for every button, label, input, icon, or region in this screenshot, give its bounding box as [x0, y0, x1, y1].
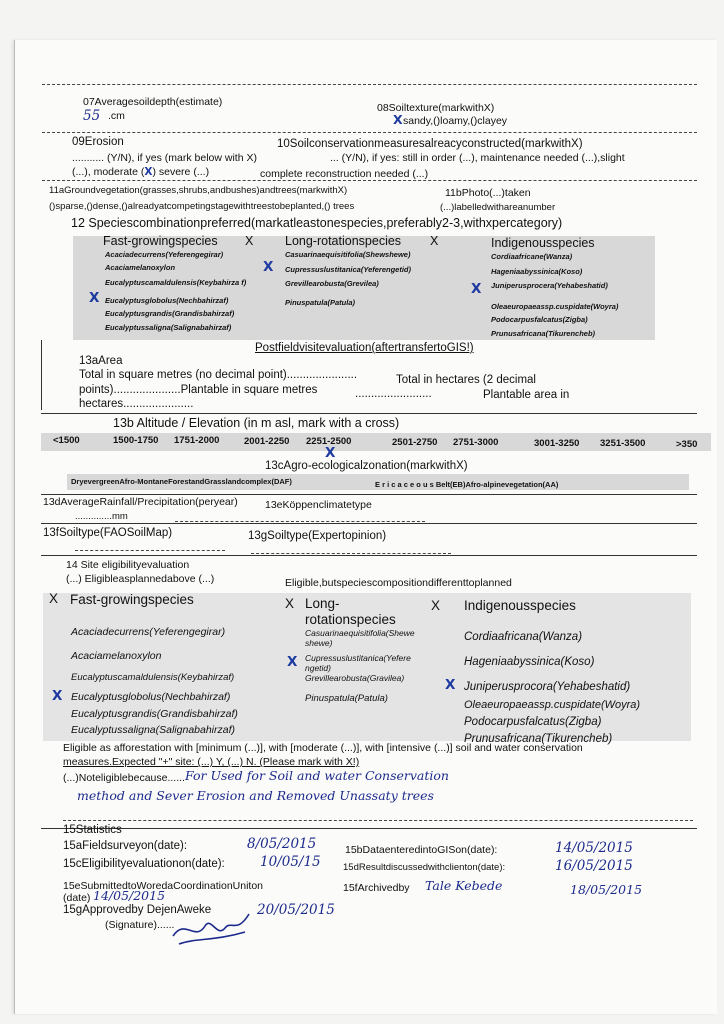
alt-band-7: 3001-3250 — [534, 438, 580, 449]
alt-band-3: 2001-2250 — [244, 436, 290, 447]
s14-indig-1: Hageniaabyssinica(Koso) — [464, 656, 595, 668]
s14-indig-5: Prunusafricana(Tikurencheb) — [464, 733, 613, 745]
s09-label: 09Erosion — [72, 136, 124, 148]
alt-band-9: >350 — [676, 439, 698, 450]
s07-unit: .cm — [108, 110, 125, 122]
s12-indig-4: Podocarpusfalcatus(Zigba) — [491, 315, 588, 324]
alt-mark: X — [325, 445, 336, 461]
s12-long-1: Cupressuslustitanica(Yeferengetid) — [285, 265, 412, 274]
note-line — [63, 820, 693, 821]
divider — [42, 132, 697, 133]
s08-label: 08Soiltexture(markwithX) — [377, 102, 495, 114]
s14-long-mark: X — [287, 654, 298, 670]
divider — [41, 828, 697, 829]
s13a-line3: hectares...................... — [79, 398, 194, 410]
s14-fast-mark: X — [52, 688, 63, 704]
s13d-label: 13dAverageRainfall/Precipitation(peryear) — [43, 496, 238, 508]
s09-line2 — [72, 166, 209, 178]
s15f-value: Tale Kebede — [425, 878, 503, 893]
s14-indig-4: Podocarpusfalcatus(Zigba) — [464, 716, 602, 728]
aez-zone-1: DryevergreenAfro-MontaneForestandGrasslandcomplex(DAF) — [71, 477, 292, 486]
s15c-label: 15cEligibilityevaluationon(date): — [63, 858, 225, 870]
s12-header-indig: Indigenousspecies — [491, 236, 595, 250]
s09-severe: ) severe (...) — [152, 166, 210, 178]
s07-label: 07Averagesoildepth(estimate) — [83, 96, 223, 108]
s08-mark: X — [393, 112, 403, 127]
s15g-label: 15gApprovedby DejenAweke — [63, 904, 212, 916]
s12-indig-3: Oleaeuropaeassp.cuspidate(Woyra) — [491, 302, 619, 311]
s09-moderate: (...), moderate ( — [72, 166, 145, 178]
s14-fast-2: Eucalyptuscamaldulensis(Keybahirzaf) — [71, 672, 235, 683]
s14-line2b: Eligible,butspeciescompositiondifferenttoplanned — [285, 577, 512, 589]
s13e-label: 13eKöppenclimatetype — [265, 499, 372, 511]
koppen-line — [175, 521, 425, 522]
s12-label: 12 Speciescombinationpreferred(markatleastonespecies,preferably2-3,withxpercategory) — [71, 216, 563, 230]
s14-indig-2: Juniperusprocora(Yehabeshatid) — [464, 681, 631, 693]
s15-label: 15Statistics — [63, 824, 122, 836]
s07-value: 55 — [83, 108, 101, 124]
s12-fast-0: Acaciadecurrens(Yeferengegirar) — [105, 250, 224, 259]
aez-zone-2: E r i c a c e o u s Belt(EB)Afro-alpinevegetation(AA) — [375, 480, 559, 489]
s13b-label: 13b Altitude / Elevation (in m asl, mark with a cross) — [113, 416, 400, 430]
s12-fast-mark: X — [89, 290, 100, 306]
s14-header-long: Long-rotationspecies — [305, 596, 396, 627]
s11b-line2: (...)labelledwithareanumber — [440, 202, 556, 213]
s14-fast-1: Acaciamelanoxylon — [71, 650, 162, 662]
s12-long-2: Grevillearobusta(Grevilea) — [285, 279, 379, 288]
s12-indig-5: Prunusafricana(Tikurencheb) — [491, 329, 596, 338]
s14-indig-3: Oleaeuropaeassp.cuspidate(Woyra) — [464, 699, 641, 711]
s10-line2: complete reconstruction needed (...) — [260, 168, 429, 180]
s12-header-fast: Fast-growingspecies — [103, 234, 218, 248]
s14-note-label: (...)Noteligiblebecause...... — [63, 772, 185, 784]
s13a-line2c: Plantable area in — [483, 389, 570, 401]
divider — [41, 413, 697, 414]
s14-x-long: X — [285, 596, 295, 611]
s12-fast-2: Eucalyptuscamaldulensis(Keybahirza f) — [105, 278, 247, 287]
s12-long-mark: X — [263, 259, 274, 275]
s13a-label: 13aArea — [79, 355, 123, 367]
s12-indig-2: Juniperusprocera(Yehabeshatid) — [491, 281, 608, 290]
s12-long-0: Casuarinaequisitifolia(Shewshewe) — [285, 250, 411, 259]
s12-header-x1: X — [245, 234, 254, 248]
divider — [41, 523, 697, 524]
soil-expert-line — [251, 553, 451, 554]
divider — [41, 494, 697, 495]
divider — [42, 180, 697, 181]
s13a-line2: points).....................Plantable in square metres — [79, 384, 318, 396]
s12-fast-1: Acaciamelanoxylon — [105, 263, 176, 272]
s14-x-indig: X — [431, 598, 441, 613]
s14-long-0: Casuarinaequisitifolia(Shewe shewe) — [305, 628, 415, 648]
s15e-label: 15eSubmittedtoWoredaCoordinationUniton — [63, 880, 264, 892]
s10-line1: ... (Y/N), if yes: still in order (...), maintenance needed (...),slight — [330, 152, 625, 164]
s14-indig-mark: X — [445, 677, 456, 693]
s13a-line1b: Total in hectares (2 decimal — [396, 374, 536, 386]
divider — [41, 555, 697, 556]
s15a-label: 15aFieldsurveyon(date): — [63, 840, 188, 852]
form-sheet — [14, 40, 717, 1014]
s09-mark: X — [144, 166, 153, 178]
divider — [41, 340, 42, 410]
s12-header-long: Long-rotationspecies — [285, 234, 402, 248]
signature-mark — [165, 908, 255, 950]
s14-line2a: (...) Eligibleasplannedabove (...) — [66, 573, 215, 585]
s15a-value: 8/05/2015 — [247, 836, 317, 852]
s14-note-hw2: method and Sever Erosion and Removed Unassaty trees — [77, 788, 434, 803]
alt-band-6: 2751-3000 — [453, 437, 499, 448]
s14-long-2: Grevillearobusta(Gravilea) — [305, 673, 405, 683]
signature-label: (Signature)...... — [105, 919, 175, 931]
alt-band-0: <1500 — [53, 435, 80, 446]
s15b-value: 14/05/2015 — [555, 840, 633, 856]
alt-band-1: 1500-1750 — [113, 435, 159, 446]
s15b-label: 15bDataenteredintoGISon(date): — [345, 844, 498, 856]
s14-header-fast: Fast-growingspecies — [70, 592, 194, 607]
s14-label: 14 Site eligibilityevaluation — [66, 559, 190, 571]
s11a-line2: ()sparse,()dense,()alreadyatcompetingstagewithtreestobeplanted,() trees — [49, 201, 355, 212]
s14-fast-5: Eucalyptussaligna(Salignabahirzaf) — [71, 724, 236, 736]
s12-long-3: Pinuspatula(Patula) — [285, 298, 356, 307]
s08-options: sandy,()loamy,()clayey — [403, 115, 508, 127]
s13g-label: 13gSoiltype(Expertopinion) — [248, 530, 387, 542]
alt-band-4: 2251-2500 — [306, 436, 352, 447]
alt-band-2: 1751-2000 — [174, 435, 220, 446]
s13c-label: 13cAgro-ecologicalzonation(markwithX) — [265, 460, 468, 472]
s12-fast-5: Eucalyptussaligna(Salignabahirzaf) — [105, 323, 232, 332]
s15c-value: 10/05/15 — [260, 854, 321, 870]
s15d-value: 16/05/2015 — [555, 858, 633, 874]
s14-header-indig: Indigenousspecies — [464, 598, 576, 613]
s14-long-1: Cupressuslustitanica(Yefere ngetid) — [305, 653, 411, 673]
s09-line1: ........... (Y/N), if yes (mark below with X) — [72, 152, 257, 164]
s15e-label2: (date) — [63, 892, 91, 904]
s12-indig-mark: X — [471, 281, 482, 297]
s15f-date: 18/05/2015 — [570, 882, 643, 897]
s12-fast-3: Eucalyptusglobolus(Nechbahirzaf) — [105, 296, 229, 305]
s14-eligible1: Eligible as afforestation with [minimum (...)], with [moderate (...)], with [intensive (...)] soil and water conservation — [63, 742, 583, 754]
s15e-value: 14/05/2015 — [93, 888, 166, 903]
s15f-label: 15fArchivedby — [343, 882, 410, 894]
s12-indig-0: Cordiaafricane(Wanza) — [491, 252, 573, 261]
s11a-label: 11aGroundvegetation(grasses,shrubs,andbushes)andtrees(markwithX) — [49, 185, 348, 196]
s14-x-fast: X — [49, 591, 59, 606]
soil-fao-line — [75, 550, 225, 551]
s12-indig-1: Hageniaabyssinica(Koso) — [491, 267, 583, 276]
s14-fast-4: Eucalyptusgrandis(Grandisbahirzaf) — [71, 708, 238, 720]
s14-fast-3: Eucalyptusglobolus(Nechbahirzaf) — [71, 691, 231, 703]
s12-fast-4: Eucalyptusgrandis(Grandisbahirzaf) — [105, 309, 235, 318]
s13f-label: 13fSoiltype(FAOSoilMap) — [43, 527, 173, 539]
s13a-line1: Total in square metres (no decimal point)...................... — [79, 369, 358, 381]
alt-band-8: 3251-3500 — [600, 438, 646, 449]
divider — [42, 84, 697, 85]
alt-band-5: 2501-2750 — [392, 437, 438, 448]
s14-long-3: Pinuspatula(Patula) — [305, 693, 388, 704]
s14-indig-0: Cordiaafricana(Wanza) — [464, 631, 583, 643]
post-eval-label: Postfieldvisitevaluation(aftertransfertoGIS!) — [255, 342, 474, 354]
s15d-label: 15dResultdiscussedwithclienton(date): — [343, 862, 506, 873]
s11b-label: 11bPhoto(...)taken — [445, 187, 531, 199]
s13d-unit: ..............mm — [75, 511, 128, 522]
s14-eligible2: measures.Expected "+" site: (...) Y, (...) N. (Please mark with X!) — [63, 756, 360, 768]
s10-label: 10Soilconservationmeasuresalreacyconstructed(markwithX) — [277, 138, 583, 150]
s15g-value: 20/05/2015 — [257, 902, 335, 918]
s14-note-hw1: For Used for Soil and water Conservation — [185, 768, 449, 783]
s12-header-x2: X — [430, 234, 439, 248]
s14-fast-0: Acaciadecurrens(Yeferengegirar) — [71, 626, 226, 638]
s13a-line2b: ........................ — [355, 388, 432, 400]
